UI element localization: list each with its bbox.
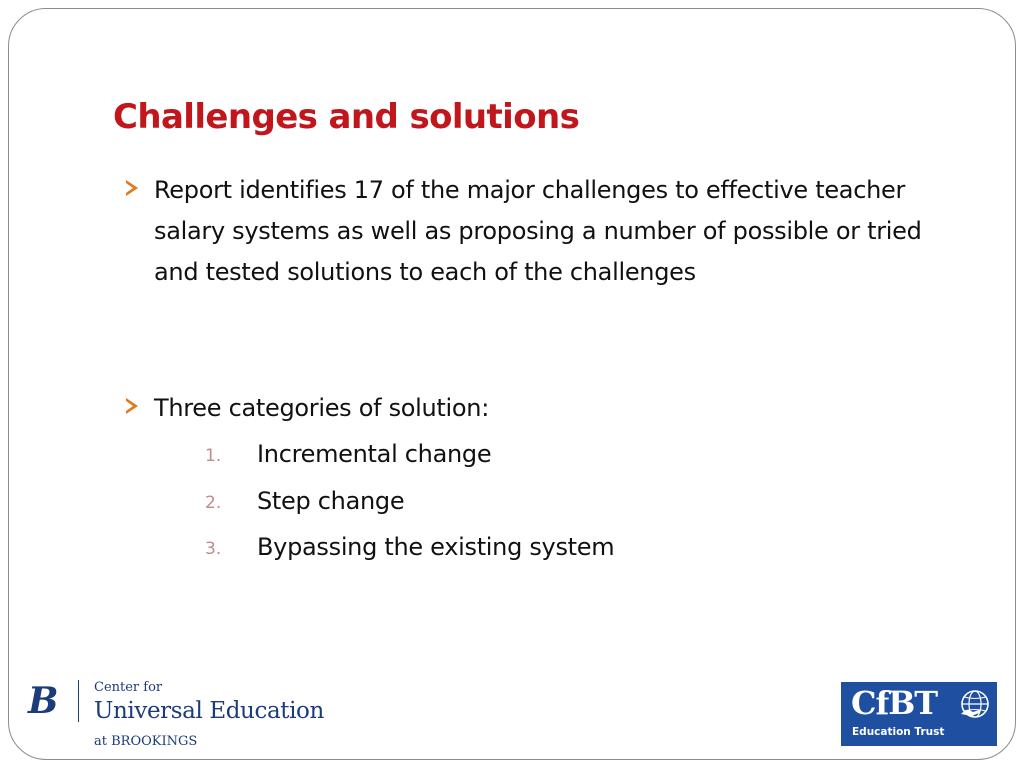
cfbt-logo xyxy=(841,682,997,746)
arrow-bullet-icon xyxy=(126,398,138,414)
list-item-text: Step change xyxy=(257,486,405,515)
list-item-number: 2. xyxy=(205,492,222,513)
brookings-logo xyxy=(28,678,368,750)
list-item-text: Bypassing the existing system xyxy=(257,533,615,561)
logo-divider xyxy=(78,680,79,722)
bullet-text: Three categories of solution: xyxy=(154,394,489,422)
slide-title: Challenges and solutions xyxy=(113,97,580,137)
list-item xyxy=(205,481,805,528)
list-item-number: 1. xyxy=(205,446,222,466)
globe-hand-icon xyxy=(959,688,991,720)
list-item-number: 3. xyxy=(205,539,222,559)
bullet-text: Report identifies 17 of the major challenges to effective teacher salary systems as well as proposing a number of possible or tried and tested solutions to each of the challenges xyxy=(154,176,922,286)
bullet-item-categories xyxy=(126,388,936,429)
list-item xyxy=(205,434,805,481)
bullet-item-report xyxy=(126,170,936,293)
brookings-line1: Center for xyxy=(94,680,163,695)
cfbt-main-text: CfBT xyxy=(851,684,938,722)
brookings-line2: Universal Education xyxy=(94,698,324,724)
list-item xyxy=(205,527,805,574)
cfbt-sub-text: Education Trust xyxy=(852,726,945,738)
arrow-bullet-icon xyxy=(126,180,138,196)
list-item-text: Incremental change xyxy=(257,440,492,468)
solution-category-list xyxy=(205,434,805,574)
brookings-mark-icon: B xyxy=(28,680,59,722)
brookings-line3: at BROOKINGS xyxy=(94,734,198,749)
